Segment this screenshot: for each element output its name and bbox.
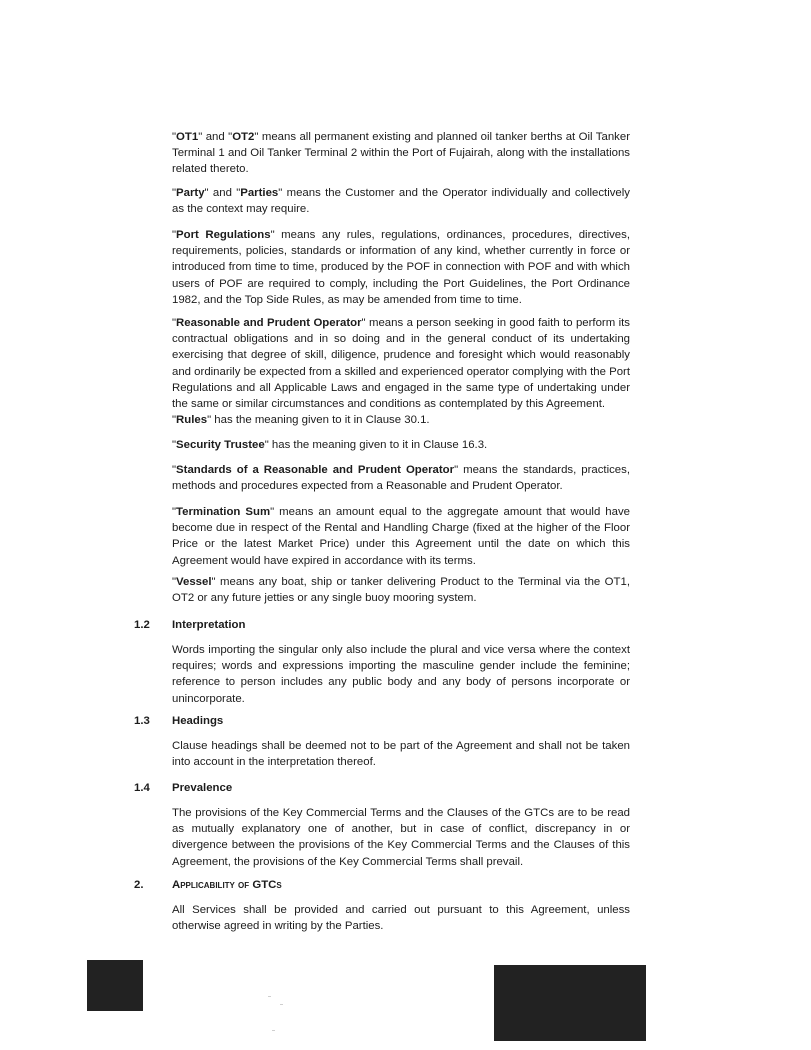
section-heading-interpretation: Interpretation — [172, 619, 246, 631]
definition-reasonable-prudent-operator: "Reasonable and Prudent Operator" means a person seeking in good faith to perform its contractual obligations and in so doing and in the general conduct of its undertaking exercising that degree of skill, diligence, prudence and foresight which would reasonably and ordinarily be expected from a skilled and experienced operator complying with the Port Regulations and all Applicable Laws and engaged in the same type of undertaking under the same or similar circumstances and conditions as contemplated by this Agreement. — [172, 317, 630, 411]
section-number: 2. — [134, 879, 144, 891]
section-number: 1.3 — [134, 715, 150, 727]
section-heading-applicability: Applicability of GTCs — [172, 879, 282, 891]
definition-rules: "Rules" has the meaning given to it in Clause 30.1. — [172, 414, 430, 426]
section-heading-headings: Headings — [172, 715, 224, 727]
definition-port-regulations: "Port Regulations" means any rules, regulations, ordinances, procedures, directives, requirements, policies, standards or information of any kind, whether currently in force or introduced from time to time, produced by the POF in connection with POF and with which users of POF are required to comply, including the Port Guidelines, the Port Ordinance 1982, and the Top Side Rules, as may be amended from time to time. — [172, 229, 630, 306]
section-heading-prevalence: Prevalence — [172, 782, 233, 794]
redaction-block-left — [87, 960, 143, 1011]
scan-speck — [268, 996, 271, 997]
section-number: 1.2 — [134, 619, 150, 631]
scan-speck — [272, 1030, 275, 1031]
scan-speck — [280, 1004, 283, 1005]
section-body-headings: Clause headings shall be deemed not to be part of the Agreement and shall not be taken into account in the interpretation thereof. — [172, 740, 630, 769]
section-body-prevalence: The provisions of the Key Commercial Terms and the Clauses of the GTCs are to be read as mutually explanatory one of another, but in case of conflict, discrepancy in or divergence between the provisions of the Key Commercial Terms and the Clauses of this Agreement, the provisions of the Key Commercial Terms shall prevail. — [172, 807, 630, 868]
definition-party: "Party" and "Parties" means the Customer and the Operator individually and collectively as the context may require. — [172, 187, 630, 216]
definition-standards: "Standards of a Reasonable and Prudent Operator" means the standards, practices, methods and procedures expected from a Reasonable and Prudent Operator. — [172, 464, 630, 493]
section-body-applicability: All Services shall be provided and carried out pursuant to this Agreement, unless otherwise agreed in writing by the Parties. — [172, 904, 630, 933]
section-number: 1.4 — [134, 782, 150, 794]
redaction-block-right — [494, 965, 646, 1041]
definition-ot1-ot2: "OT1" and "OT2" means all permanent existing and planned oil tanker berths at Oil Tanker Terminal 1 and Oil Tanker Terminal 2 within the Port of Fujairah, along with the installations related thereto. — [172, 131, 630, 176]
definition-security-trustee: "Security Trustee" has the meaning given to it in Clause 16.3. — [172, 439, 488, 451]
definition-vessel: "Vessel" means any boat, ship or tanker delivering Product to the Terminal via the OT1, OT2 or any future jetties or any single buoy mooring system. — [172, 576, 630, 605]
definition-termination-sum: "Termination Sum" means an amount equal to the aggregate amount that would have become due in respect of the Rental and Handling Charge (fixed at the higher of the Floor Price or the latest Market Price) under this Agreement until the date on which this Agreement would have expired in accordance with its terms. — [172, 506, 631, 567]
section-body-interpretation: Words importing the singular only also include the plural and vice versa where the context requires; words and expressions importing the masculine gender include the feminine; reference to person includes any public body and any body of persons incorporate or unincorporate. — [172, 644, 630, 705]
